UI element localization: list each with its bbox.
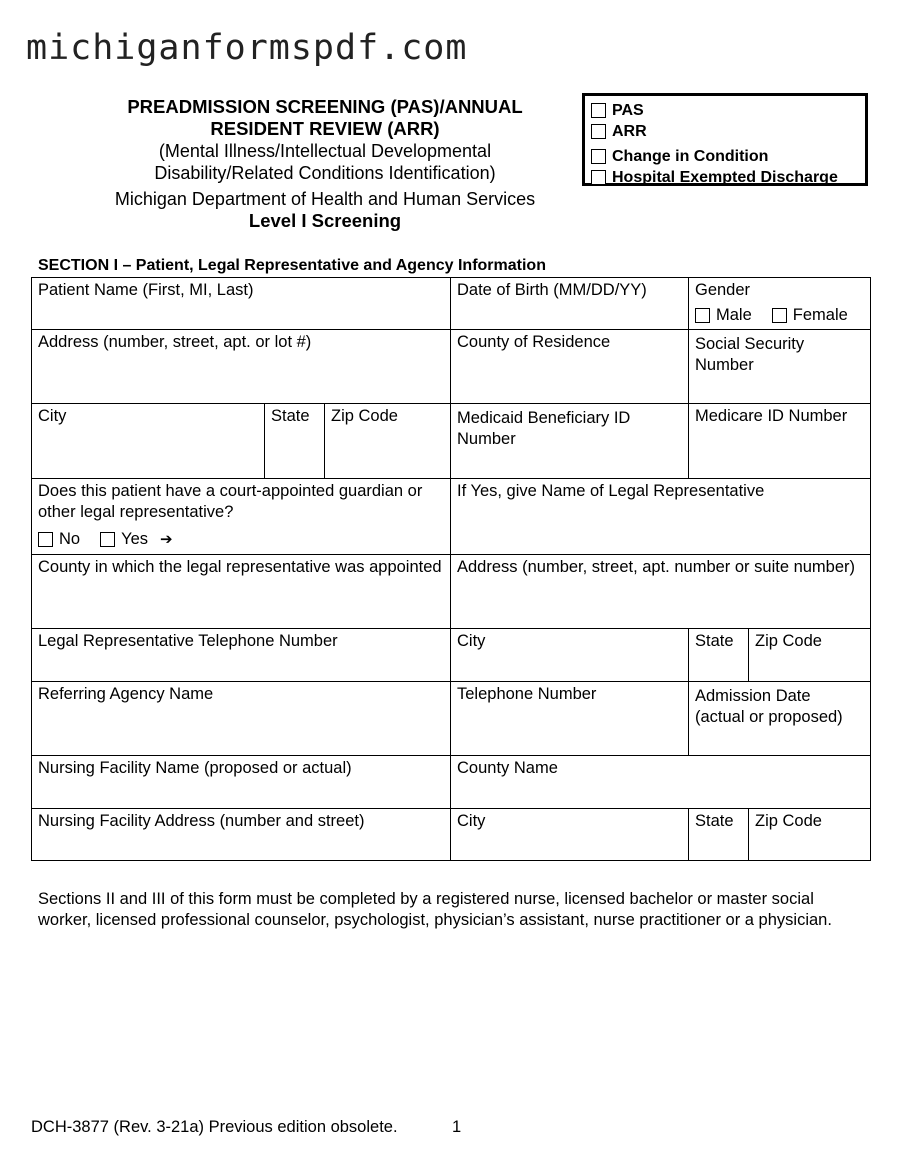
watermark: michiganformspdf.com — [26, 28, 468, 68]
form-title-line2: RESIDENT REVIEW (ARR) — [210, 118, 440, 139]
department-name: Michigan Department of Health and Human Services — [114, 189, 536, 209]
guardian-no-label: No — [59, 530, 81, 548]
guardian-no-checkbox[interactable] — [38, 532, 53, 547]
city-field[interactable] — [32, 404, 265, 479]
nf-address-field[interactable] — [32, 809, 451, 860]
telephone-label: Telephone Number — [457, 685, 597, 703]
change-in-condition-label: Change in Condition — [612, 147, 769, 165]
dob-label: Date of Birth (MM/DD/YY) — [457, 281, 647, 299]
pas-checkbox[interactable] — [591, 103, 606, 118]
county-of-residence-label: County of Residence — [457, 333, 611, 351]
change-in-condition-checkbox[interactable] — [591, 149, 606, 164]
patient-name-label: Patient Name (First, MI, Last) — [38, 281, 254, 299]
form-header — [60, 96, 590, 232]
nf-state-field[interactable] — [689, 809, 749, 860]
arr-checkbox[interactable] — [591, 124, 606, 139]
form-subtitle-line2: Disability/Related Conditions Identification) — [154, 163, 496, 183]
option-change-in-condition — [591, 146, 865, 167]
guardian-question-label: Does this patient have a court-appointed guardian or other legal representative? — [38, 482, 423, 521]
rep-zip-field[interactable] — [749, 629, 870, 682]
medicaid-id-field[interactable] — [451, 404, 689, 479]
rep-phone-label: Legal Representative Telephone Number — [38, 632, 338, 650]
ssn-field[interactable] — [689, 330, 870, 404]
referring-agency-field[interactable] — [32, 682, 451, 756]
address-label: Address (number, street, apt. or lot #) — [38, 333, 312, 351]
state-label: State — [271, 407, 310, 425]
option-hospital-exempted-discharge — [591, 167, 865, 188]
referring-agency-label: Referring Agency Name — [38, 685, 214, 703]
county-appointed-field[interactable] — [32, 555, 451, 629]
form-subtitle-line1: (Mental Illness/Intellectual Developmental — [158, 141, 492, 161]
medicare-id-field[interactable] — [689, 404, 870, 479]
rep-city-field[interactable] — [451, 629, 689, 682]
city-label: City — [38, 407, 67, 425]
county-name-label: County Name — [457, 759, 558, 777]
rep-state-label: State — [695, 632, 734, 650]
arrow-right-icon: ➔ — [160, 531, 173, 548]
admission-date-field[interactable] — [689, 682, 870, 756]
page-number: 1 — [452, 1118, 462, 1136]
legal-rep-name-field[interactable] — [451, 479, 870, 555]
nf-zip-label: Zip Code — [755, 812, 822, 830]
rep-address-field[interactable] — [451, 555, 870, 629]
nf-name-label: Nursing Facility Name (proposed or actual) — [38, 759, 352, 777]
section-1-heading: SECTION I – Patient, Legal Representative and Agency Information — [38, 257, 546, 274]
rep-zip-label: Zip Code — [755, 632, 822, 650]
screening-level: Level I Screening — [248, 210, 402, 231]
hospital-exempted-discharge-label: Hospital Exempted Discharge — [612, 168, 838, 186]
pas-label: PAS — [612, 101, 644, 119]
rep-address-label: Address (number, street, apt. number or suite number) — [457, 558, 856, 576]
arr-label: ARR — [612, 122, 647, 140]
guardian-yes-checkbox[interactable] — [100, 532, 115, 547]
nf-zip-field[interactable] — [749, 809, 870, 860]
option-pas — [591, 100, 865, 121]
section-1-table — [31, 277, 871, 861]
option-arr — [591, 121, 865, 142]
zip-field[interactable] — [325, 404, 451, 479]
gender-field — [689, 278, 870, 330]
screening-type-box — [582, 93, 868, 186]
completion-note: Sections II and III of this form must be completed by a registered nurse, licensed bachelor or master social worker, licensed professional counselor, psychologist, physician’s assistant, nurse practitioner or a physician. — [38, 890, 832, 929]
rep-city-label: City — [457, 632, 486, 650]
nf-city-field[interactable] — [451, 809, 689, 860]
form-id-footer: DCH-3877 (Rev. 3-21a) Previous edition obsolete. — [31, 1118, 398, 1136]
rep-state-field[interactable] — [689, 629, 749, 682]
state-field[interactable] — [265, 404, 325, 479]
telephone-field[interactable] — [451, 682, 689, 756]
county-appointed-label: County in which the legal representative was appointed — [38, 558, 442, 576]
rep-phone-field[interactable] — [32, 629, 451, 682]
ssn-label: Social Security Number — [695, 335, 805, 374]
female-label: Female — [792, 306, 848, 324]
nf-city-label: City — [457, 812, 486, 830]
patient-name-field[interactable] — [32, 278, 451, 330]
zip-label: Zip Code — [331, 407, 398, 425]
female-checkbox[interactable] — [772, 308, 787, 323]
male-checkbox[interactable] — [695, 308, 710, 323]
guardian-yes-label: Yes — [121, 530, 149, 548]
nf-state-label: State — [695, 812, 734, 830]
gender-label: Gender — [695, 281, 751, 299]
legal-rep-name-label: If Yes, give Name of Legal Representative — [457, 482, 765, 500]
guardian-question-field — [32, 479, 451, 555]
male-label: Male — [716, 306, 752, 324]
nf-name-field[interactable] — [32, 756, 451, 809]
admission-date-label: Admission Date (actual or proposed) — [695, 687, 843, 726]
county-of-residence-field[interactable] — [451, 330, 689, 404]
county-name-field[interactable] — [451, 756, 870, 809]
address-field[interactable] — [32, 330, 451, 404]
form-title-line1: PREADMISSION SCREENING (PAS)/ANNUAL — [127, 96, 523, 117]
medicaid-id-label: Medicaid Beneficiary ID Number — [457, 409, 631, 448]
nf-address-label: Nursing Facility Address (number and street) — [38, 812, 365, 830]
hospital-exempted-discharge-checkbox[interactable] — [591, 170, 606, 185]
dob-field[interactable] — [451, 278, 689, 330]
medicare-id-label: Medicare ID Number — [695, 407, 848, 425]
